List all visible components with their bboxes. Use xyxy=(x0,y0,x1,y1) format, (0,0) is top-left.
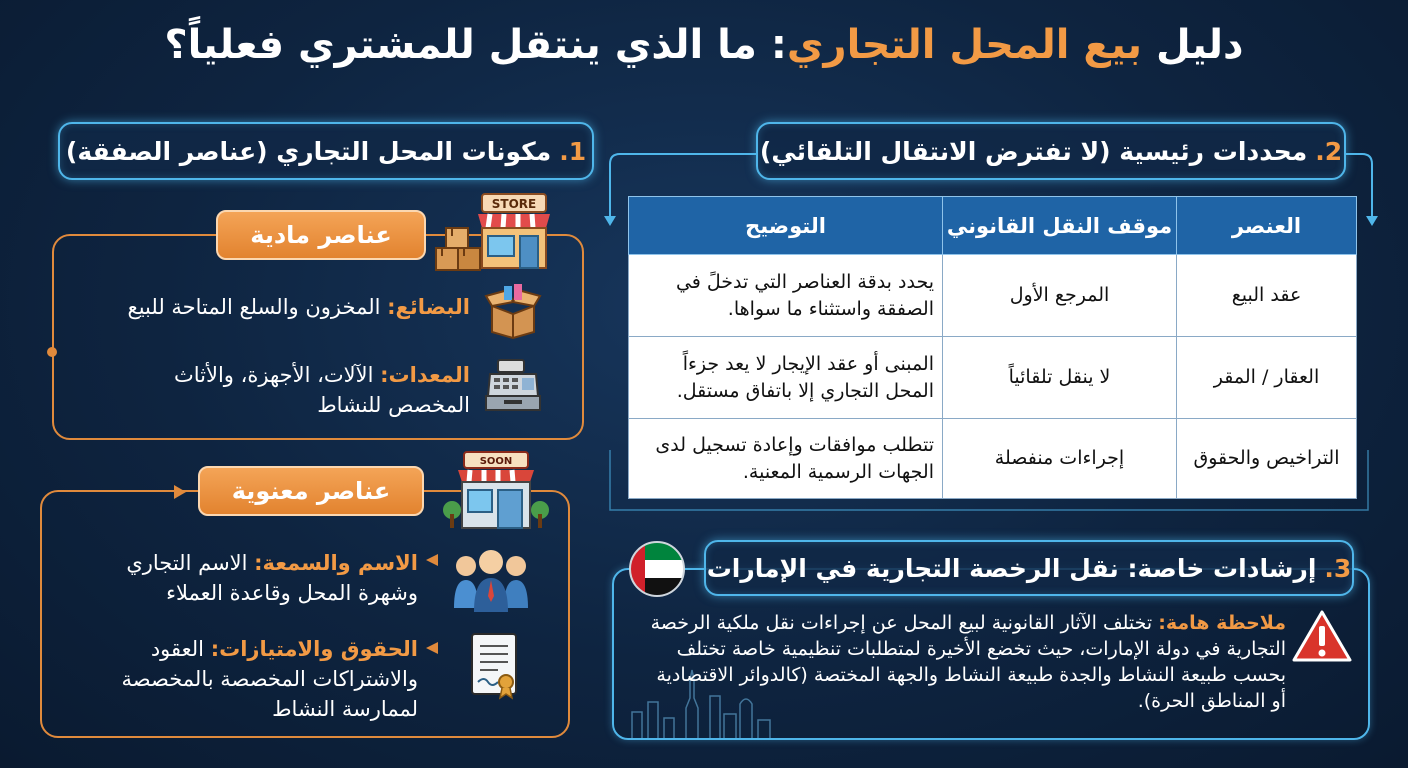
tangible-connector xyxy=(40,220,240,360)
section1-number: 1. xyxy=(559,136,587,166)
table-cell: يحدد بدقة العناصر التي تدخلً في الصفقة واستثناء ما سواها. xyxy=(629,255,943,337)
table-cell: إجراءات منفصلة xyxy=(943,419,1177,499)
table-row xyxy=(629,255,1357,337)
open-box-icon xyxy=(484,282,542,340)
table-cell: عقد البيع xyxy=(1177,255,1357,337)
bullet-arrow-1 xyxy=(424,552,440,568)
table-cell: لا ينقل تلقائياً xyxy=(943,337,1177,419)
certificate-icon xyxy=(464,630,524,702)
goods-text: المخزون والسلع المتاحة للبيع xyxy=(127,295,388,319)
title-part1: دليل xyxy=(1142,22,1244,68)
intangible-item-rights xyxy=(66,634,418,724)
table-row xyxy=(629,419,1357,499)
tangible-badge: عناصر مادية xyxy=(216,210,426,260)
section3-heading: إرشادات خاصة: نقل الرخصة التجارية في الإمارات xyxy=(706,553,1317,583)
tangible-item-equipment xyxy=(110,360,470,420)
table-header-cell: موقف النقل القانوني xyxy=(943,197,1177,255)
boxes-icon xyxy=(432,222,484,274)
section2-heading: محددات رئيسية (لا تفترض الانتقال التلقائي) xyxy=(759,136,1308,166)
table-header-cell: التوضيح xyxy=(629,197,943,255)
rights-key: الحقوق والامتيازات: xyxy=(210,637,418,661)
note-key: ملاحظة هامة: xyxy=(1158,612,1286,634)
shop-front-icon xyxy=(440,448,552,532)
note-text: تختلف الآثار القانونية لبيع المحل عن إجراءات نقل ملكية الرخصة التجارية في دولة الإمارات، حيث تخضع الأخيرة لمتطلبات تنظيمية خاصة تختلف بحسب طبيعة النشاط والجدة طبيعة النشاط والجهة المختصة (كالدوائر الاقتصادية أو المناطق الحرة). xyxy=(650,612,1286,712)
shop-sign-text: SOON xyxy=(479,456,513,467)
intangible-item-name xyxy=(100,548,418,608)
name-text: الاسم التجاري وشهرة المحل وقاعدة العملاء xyxy=(126,551,418,605)
goods-key: البضائع: xyxy=(387,295,470,319)
store-sign-text: STORE xyxy=(491,197,537,211)
table-row xyxy=(629,337,1357,419)
section1-heading: مكونات المحل التجاري (عناصر الصفقة) xyxy=(65,136,552,166)
intangible-connector-arrow xyxy=(150,480,190,504)
store-icon xyxy=(476,192,552,274)
equipment-text: الآلات، الأجهزة، والأثاث المخصص للنشاط xyxy=(173,363,470,417)
cash-register-icon xyxy=(484,356,542,414)
section2-number: 2. xyxy=(1315,136,1343,166)
table-header-cell: العنصر xyxy=(1177,197,1357,255)
equipment-key: المعدات: xyxy=(380,363,470,387)
section2-header xyxy=(756,122,1346,180)
section1-header xyxy=(58,122,594,180)
people-icon xyxy=(448,544,534,614)
table-cell: المرجع الأول xyxy=(943,255,1177,337)
uae-flag-icon xyxy=(628,540,686,598)
table-cell: تتطلب موافقات وإعادة تسجيل لدى الجهات الرسمية المعنية. xyxy=(629,419,943,499)
table-cell: التراخيص والحقوق xyxy=(1177,419,1357,499)
intangible-badge: عناصر معنوية xyxy=(198,466,424,516)
determinants-table xyxy=(628,196,1357,499)
bullet-arrow-2 xyxy=(424,640,440,656)
rights-text: العقود والاشتراكات المخصصة بالمخصصة لممارسة النشاط xyxy=(121,637,418,721)
page-title xyxy=(0,22,1408,68)
uae-note xyxy=(640,610,1286,714)
table-header-row xyxy=(629,197,1357,255)
table-cell: المبنى أو عقد الإيجار لا يعد جزءاً المحل التجاري إلا باتفاق مستقل. xyxy=(629,337,943,419)
tangible-item-goods xyxy=(70,292,470,322)
section3-number: 3. xyxy=(1324,553,1352,583)
table-cell: العقار / المقر xyxy=(1177,337,1357,419)
warning-icon xyxy=(1290,608,1354,666)
title-part2: : ما الذي ينتقل للمشتري فعلياً؟ xyxy=(164,22,787,68)
title-highlight: بيع المحل التجاري xyxy=(786,22,1143,68)
name-key: الاسم والسمعة: xyxy=(254,551,418,575)
section3-header xyxy=(704,540,1354,596)
